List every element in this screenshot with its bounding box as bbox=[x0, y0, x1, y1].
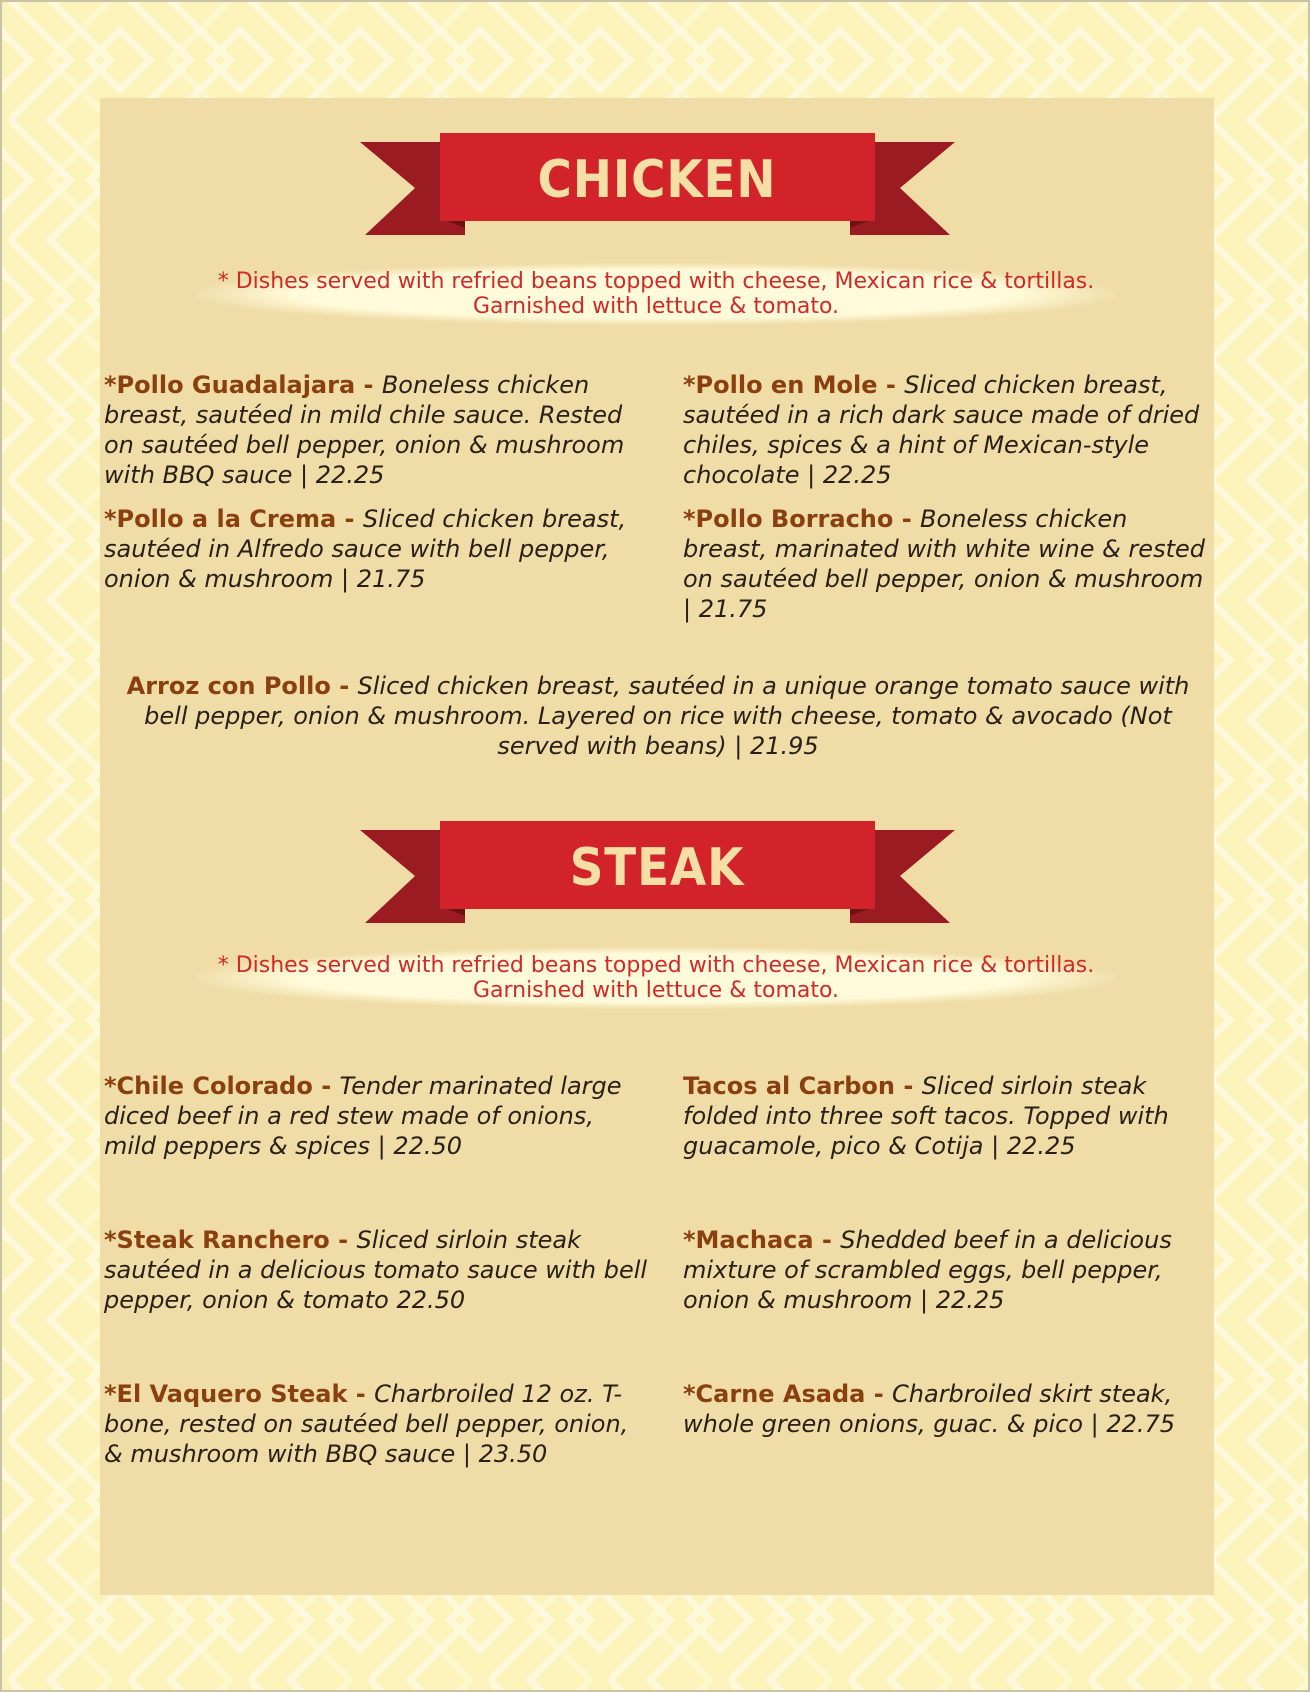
item-description: Sliced sirloin steak sautéed in a delicious tomato sauce with bell pepper, onion & tomato 22.50 bbox=[104, 1226, 648, 1314]
item-description: Charbroiled skirt steak, whole green onions, guac. & pico | 22.75 bbox=[683, 1380, 1176, 1438]
item-description: Boneless chicken breast, marinated with white wine & rested on sautéed bell pepper, onion & mushroom | 21.75 bbox=[683, 505, 1205, 623]
item-description: Charbroiled 12 oz. T-bone, rested on sautéed bell pepper, onion, & mushroom with BBQ sauce | 23.50 bbox=[104, 1380, 629, 1468]
item-name: *Carne Asada - bbox=[683, 1380, 893, 1408]
section-title-chicken: CHICKEN bbox=[537, 150, 777, 210]
note-line-1: * Dishes served with refried beans topped with cheese, Mexican rice & tortillas. bbox=[217, 269, 1095, 294]
item-description: Boneless chicken breast, sautéed in mild chile sauce. Rested on sautéed bell pepper, onion & mushroom with BBQ sauce | 22.25 bbox=[104, 371, 625, 489]
item-description: Sliced chicken breast, sautéed in a unique orange tomato sauce with bell pepper, onion & mushroom. Layered on rice with cheese, tomato & avocado (Not served with beans) | 21.95 bbox=[144, 672, 1190, 760]
item-name: Tacos al Carbon - bbox=[683, 1072, 922, 1100]
item-name: *Pollo a la Crema - bbox=[104, 505, 363, 533]
item-description: Sliced chicken breast, sautéed in a rich dark sauce made of dried chiles, spices & a hint of Mexican-style chocolate | 22.25 bbox=[683, 371, 1200, 489]
menu-item-chile-colorado bbox=[104, 1071, 649, 1161]
item-name: *Pollo Borracho - bbox=[683, 505, 921, 533]
menu-item-el-vaquero-steak bbox=[104, 1379, 649, 1469]
chicken-note bbox=[195, 263, 1117, 325]
item-description: Sliced sirloin steak folded into three soft tacos. Topped with guacamole, pico & Cotija | 22.25 bbox=[683, 1072, 1169, 1160]
menu-item-pollo-guadalajara bbox=[104, 370, 649, 490]
note-line-1: * Dishes served with refried beans topped with cheese, Mexican rice & tortillas. bbox=[217, 953, 1095, 978]
item-name: *Machaca - bbox=[683, 1226, 841, 1254]
steak-banner bbox=[360, 818, 955, 933]
menu-item-pollo-a-la-crema bbox=[104, 504, 649, 594]
item-name: *Pollo Guadalajara - bbox=[104, 371, 382, 399]
item-name: *Chile Colorado - bbox=[104, 1072, 340, 1100]
item-name: *Pollo en Mole - bbox=[683, 371, 905, 399]
item-name: *Steak Ranchero - bbox=[104, 1226, 357, 1254]
menu-item-pollo-borracho bbox=[683, 504, 1218, 624]
item-description: Tender marinated large diced beef in a red stew made of onions, mild peppers & spices | 22.50 bbox=[104, 1072, 622, 1160]
menu-item-pollo-en-mole bbox=[683, 370, 1218, 490]
item-name: *El Vaquero Steak - bbox=[104, 1380, 375, 1408]
menu-item-carne-asada bbox=[683, 1379, 1218, 1439]
item-description: Sliced chicken breast, sautéed in Alfredo sauce with bell pepper, onion & mushroom | 21.75 bbox=[104, 505, 627, 593]
item-description: Shedded beef in a delicious mixture of scrambled eggs, bell pepper, onion & mushroom | 22.25 bbox=[683, 1226, 1172, 1314]
note-line-2: Garnished with lettuce & tomato. bbox=[472, 294, 840, 319]
chicken-banner bbox=[360, 130, 955, 245]
section-title-steak: STEAK bbox=[569, 838, 745, 898]
menu-item-tacos-al-carbon bbox=[683, 1071, 1218, 1161]
steak-note bbox=[195, 947, 1117, 1009]
item-name: Arroz con Pollo - bbox=[126, 672, 358, 700]
note-line-2: Garnished with lettuce & tomato. bbox=[472, 978, 840, 1003]
menu-item-arroz-con-pollo bbox=[108, 671, 1208, 761]
menu-item-machaca bbox=[683, 1225, 1218, 1315]
menu-item-steak-ranchero bbox=[104, 1225, 649, 1315]
